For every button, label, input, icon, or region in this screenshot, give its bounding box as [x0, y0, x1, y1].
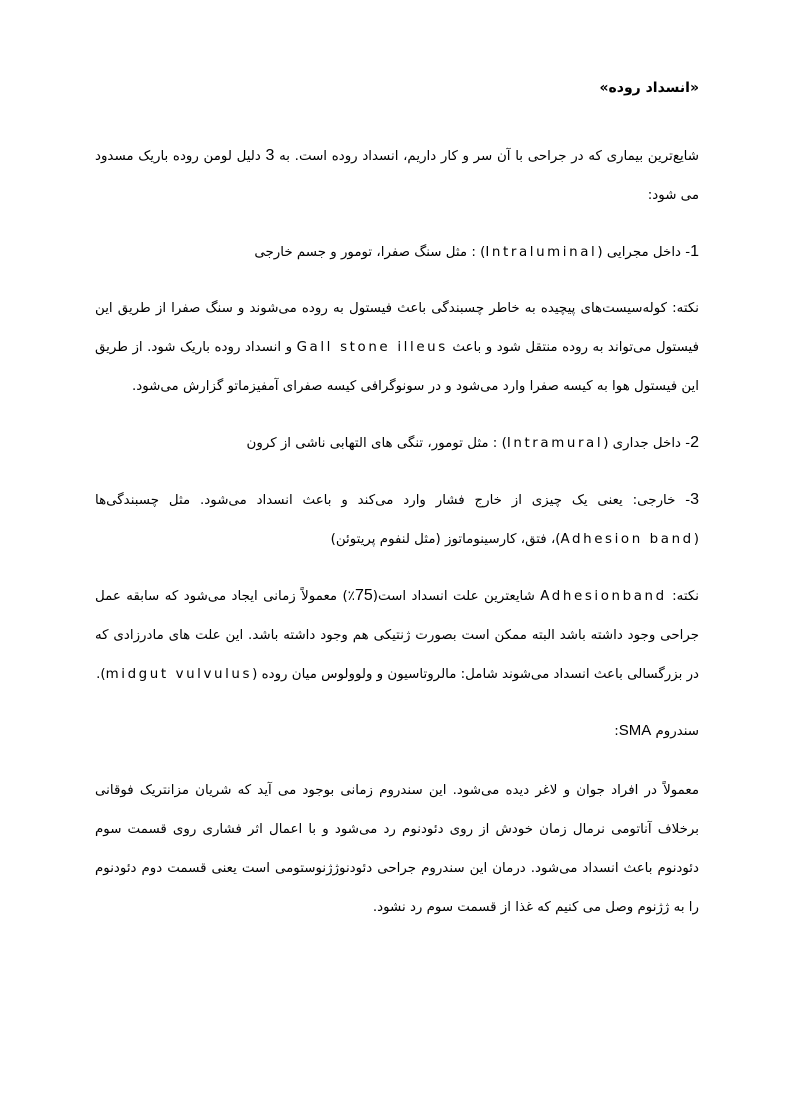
note-2-part-1: شایعترین علت انسداد است(	[372, 589, 541, 604]
note-2-percent: 75	[354, 587, 373, 604]
item-3	[95, 480, 699, 559]
note-2-part-2: ٪) معمولاً زمانی ایجاد می‌شود که سابقه عمل جراحی وجود داشته باشد البته ممکن است بصورت ژنتیکی هم وجود داشته باشد. این علت های مادرزادی که در بزرگسالی باعث انسداد می‌شوند شامل: مالروتاسیون و ولوولوس میان روده (	[95, 589, 699, 682]
document-body	[95, 70, 699, 944]
intro-number: 3	[265, 147, 275, 164]
note-1-part-1: نکته: کوله‌سیست‌های پیچیده به خاطر چسبندگی باعث فیستول به روده می‌شوند و سنگ صفرا از طریق این فیستول می‌تواند به روده منتقل شود و باعث	[95, 301, 699, 355]
sma-heading-term: SMA	[618, 722, 652, 739]
note-1	[95, 289, 699, 406]
item-1-number: 1	[690, 243, 699, 260]
item-3-number: 3	[690, 491, 699, 508]
note-2-term-2: midgut vulvulus	[105, 667, 253, 682]
sma-heading-suffix: :	[614, 724, 619, 739]
intro-paragraph	[95, 136, 699, 215]
note-2-term: Adhesionband	[540, 589, 667, 604]
sma-heading-prefix: سندروم	[651, 724, 699, 739]
note-2-prefix: نکته:	[666, 589, 699, 604]
item-2-number: 2	[690, 434, 699, 451]
item-1-prefix: - داخل مجرایی (	[597, 245, 691, 260]
note-2	[95, 576, 699, 694]
item-1	[95, 232, 699, 272]
item-3-term: Adhesion band	[560, 532, 694, 547]
note-1-term: Gall stone illeus	[296, 340, 448, 355]
intro-text: شایع‌ترین بیماری که در جراحی با آن سر و کار داریم، انسداد روده است. به	[274, 149, 699, 164]
document-title: «انسداد روده»	[599, 80, 699, 96]
item-1-term: Intraluminal	[485, 245, 598, 260]
item-2-prefix: - داخل جداری (	[603, 436, 691, 451]
item-2-suffix: ) : مثل تومور، تنگی های التهابی ناشی از کرون	[246, 436, 507, 451]
item-2	[95, 423, 699, 463]
sma-heading	[95, 711, 699, 751]
item-3-suffix: )، فتق، کارسینوماتوز (مثل لنفوم پریتوئن)	[330, 532, 561, 547]
note-1-part-2: و انسداد روده باریک شود. از طریق این فیستول هوا به کیسه صفرا وارد می‌شود و در سونوگرافی کیسه صفرای آمفیزماتو گزارش می‌شود.	[95, 340, 699, 394]
sma-body: معمولاً در افراد جوان و لاغر دیده می‌شود. این سندروم زمانی بوجود می آید که شریان مزانتریک فوقانی برخلاف آناتومی نرمال زمان خودش از روی دئودنوم رد می‌شود و با اعمال اثر فشاری روی قسمت سوم دئودنوم باعث انسداد می‌شود. درمان این سندروم جراحی دئودنوژژنوستومی است یعنی قسمت دوم دئودنوم را به ژژنوم وصل می کنیم که غذا از قسمت سوم رد نشود.	[95, 783, 699, 915]
note-2-part-3: ).	[96, 667, 106, 682]
intro-text-2: دلیل لومن روده باریک مسدود می شود:	[95, 149, 699, 203]
item-3-prefix: - خارجی: یعنی یک چیزی از خارج فشار وارد می‌کند و باعث انسداد می‌شود. مثل چسبندگی‌ها (	[95, 493, 699, 547]
item-2-term: Intramural	[506, 436, 604, 451]
item-1-suffix: ) : مثل سنگ صفرا، تومور و جسم خارجی	[254, 245, 486, 260]
